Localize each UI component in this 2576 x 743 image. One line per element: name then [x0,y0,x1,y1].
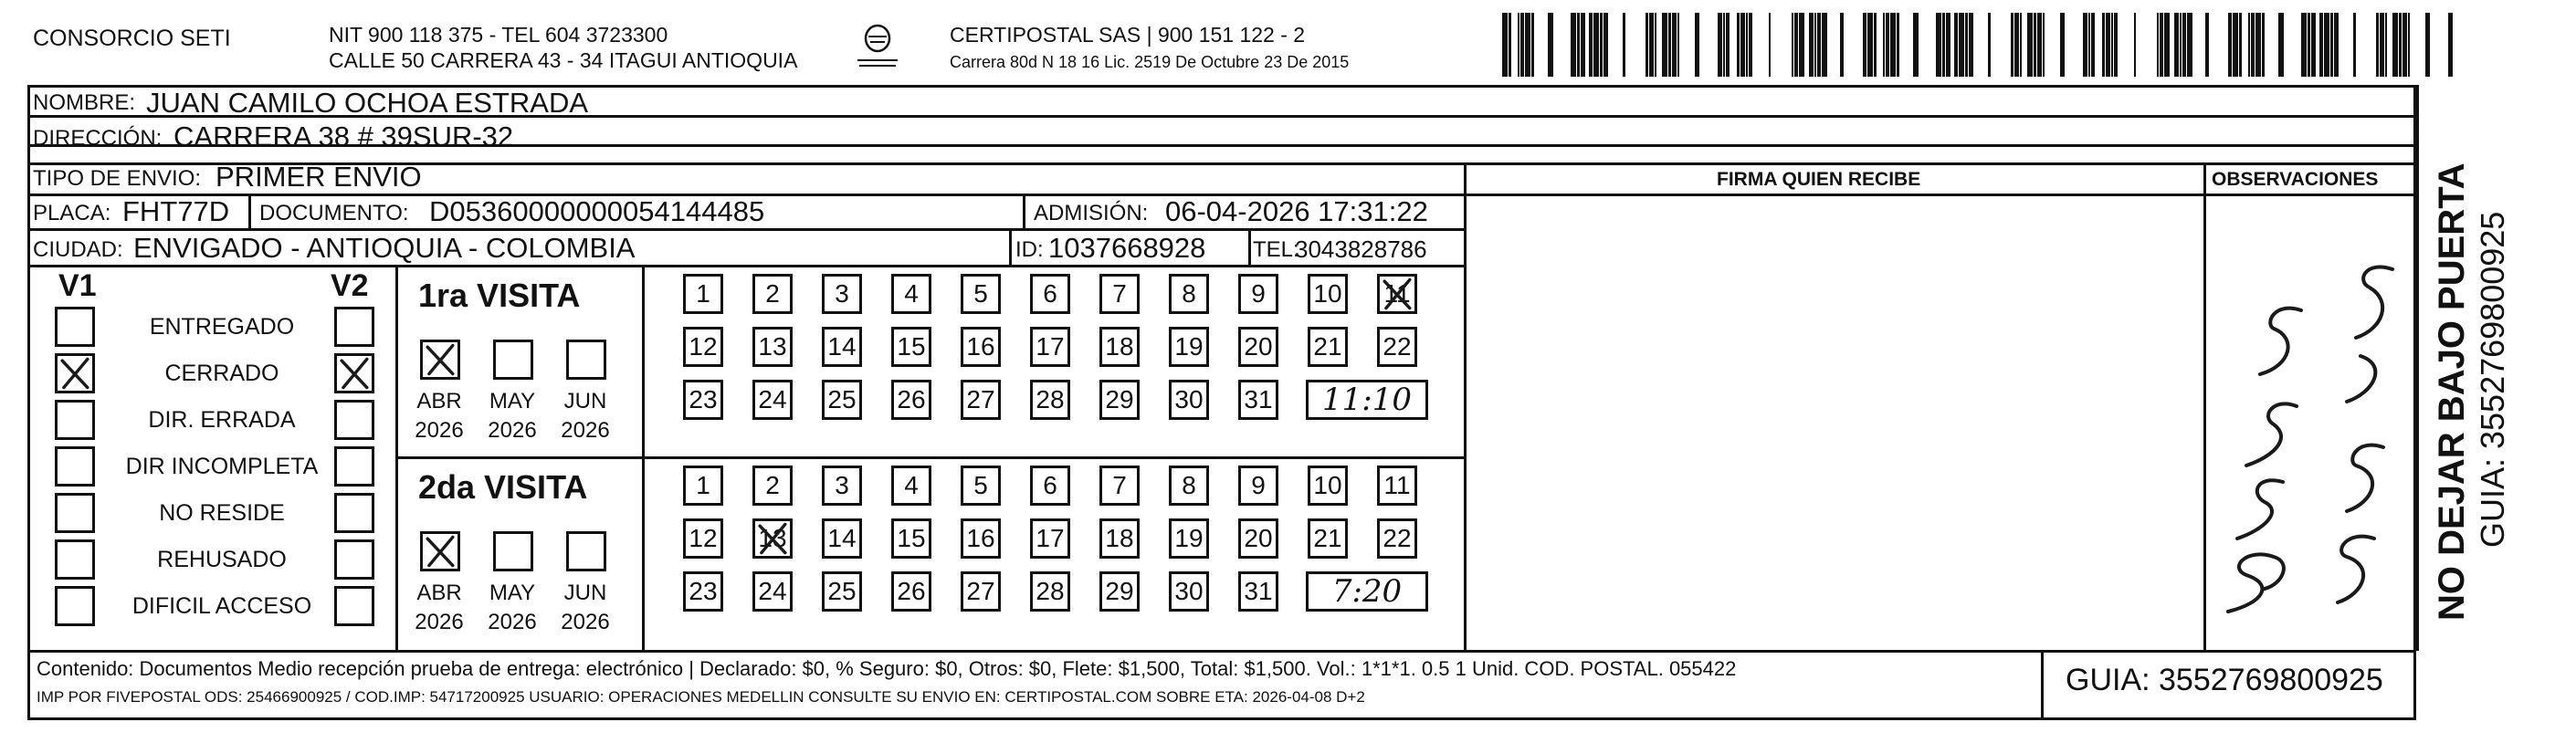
no-dejar-warning: NO DEJAR BAJO PUERTA [2432,162,2472,621]
day-15[interactable]: 15 [891,327,931,367]
day-4[interactable]: 4 [891,466,931,506]
day-21[interactable]: 21 [1308,327,1348,367]
handwritten-observation [2210,237,2411,639]
v1-checkbox[interactable] [55,400,95,440]
shipment-type: PRIMER ENVIO [216,161,422,193]
day-1[interactable]: 1 [683,274,723,314]
tel-number: 3043828786 [1295,235,1427,263]
day-7[interactable]: 7 [1099,274,1140,314]
day-17[interactable]: 17 [1030,327,1070,367]
status-label: DIR. ERRADA [148,407,296,433]
day-9[interactable]: 9 [1238,274,1278,314]
day-29[interactable]: 29 [1099,571,1140,612]
day-10[interactable]: 10 [1308,466,1348,506]
year-label: 2026 [488,418,537,443]
status-label: CERRADO [164,361,279,386]
day-25[interactable]: 25 [822,571,862,612]
name-label: NOMBRE: [33,90,136,115]
year-label: 2026 [561,418,610,443]
day-2[interactable]: 2 [752,274,793,314]
day-3[interactable]: 3 [822,466,862,506]
day-24[interactable]: 24 [752,380,793,420]
month-checkbox[interactable] [566,531,606,571]
day-20[interactable]: 20 [1238,518,1278,559]
day-27[interactable]: 27 [961,380,1001,420]
month-checkbox[interactable] [493,531,533,571]
day-26[interactable]: 26 [891,571,931,612]
day-31[interactable]: 31 [1238,380,1278,420]
day-5[interactable]: 5 [961,466,1001,506]
day-11[interactable]: 11 [1377,466,1417,506]
recipient-address: CARRERA 38 # 39SUR-32 [173,120,514,152]
second-visit-title: 2da VISITA [418,468,588,506]
day-18[interactable]: 18 [1099,327,1140,367]
day-14[interactable]: 14 [822,327,862,367]
day-7[interactable]: 7 [1099,466,1140,506]
status-label: DIR INCOMPLETA [125,454,319,479]
month-checkbox[interactable] [566,340,606,380]
day-22[interactable]: 22 [1377,518,1417,559]
v2-checkbox[interactable] [334,353,374,393]
day-24[interactable]: 24 [752,571,793,612]
v1-checkbox[interactable] [55,446,95,487]
observations-header: OBSERVACIONES [2212,169,2379,190]
barcode [1502,13,2456,77]
day-28[interactable]: 28 [1030,380,1070,420]
day-1[interactable]: 1 [683,466,723,506]
day-6[interactable]: 6 [1030,274,1070,314]
v1-checkbox[interactable] [55,586,95,626]
day-31[interactable]: 31 [1238,571,1278,612]
month-label: MAY [489,389,536,413]
document-label: DOCUMENTO: [259,201,409,225]
year-label: 2026 [415,610,464,634]
type-label: TIPO DE ENVIO: [33,166,202,191]
status-label: REHUSADO [157,547,287,572]
id-label: ID: [1015,237,1044,262]
day-9[interactable]: 9 [1238,466,1278,506]
plate-label: PLACA: [33,201,111,225]
month-label: JUN [563,581,607,605]
day-15[interactable]: 15 [891,518,931,559]
side-guia: GUIA: 3552769800925 [2474,211,2511,548]
day-21[interactable]: 21 [1308,518,1348,559]
status-label: DIFICIL ACCESO [131,593,312,619]
v1-checkbox[interactable] [55,539,95,580]
day-20[interactable]: 20 [1238,327,1278,367]
first-visit-title: 1ra VISITA [418,277,581,314]
visit-time[interactable]: 7:20 [1306,571,1428,612]
day-14[interactable]: 14 [822,518,862,559]
admission-date: 06-04-2026 17:31:22 [1165,195,1428,227]
day-17[interactable]: 17 [1030,518,1070,559]
imp-line: IMP POR FIVEPOSTAL ODS: 25466900925 / COD.IMP: 54717200925 USUARIO: OPERACIONES MEDELLIN CONSULTE SU ENVIO EN: CERTIPOSTAL.COM SOBRE ETA: 2026-04-08 D+2 [37,688,1365,706]
v1-header: V1 [58,268,97,303]
day-13[interactable]: 13 [752,327,793,367]
company-name: CONSORCIO SETI [33,26,231,51]
city-label: CIUDAD: [33,237,123,262]
month-label: JUN [563,389,607,413]
day-25[interactable]: 25 [822,380,862,420]
tel-label: TEL: [1253,237,1299,262]
v2-checkbox[interactable] [334,586,374,626]
status-label: ENTREGADO [149,314,295,340]
month-checkbox[interactable] [493,340,533,380]
v1-checkbox[interactable] [55,307,95,347]
company-address: CALLE 50 CARRERA 43 - 34 ITAGUI ANTIOQUIA [329,48,798,72]
plate-number: FHT77D [122,195,230,227]
carrier-address: Carrera 80d N 18 16 Lic. 2519 De Octubre 23 De 2015 [950,53,1350,71]
day-3[interactable]: 3 [822,274,862,314]
day-18[interactable]: 18 [1099,518,1140,559]
id-number: 1037668928 [1048,232,1206,264]
v2-checkbox[interactable] [334,493,374,533]
day-12[interactable]: 12 [683,518,723,559]
v2-checkbox[interactable] [334,446,374,487]
day-4[interactable]: 4 [891,274,931,314]
day-29[interactable]: 29 [1099,380,1140,420]
year-label: 2026 [415,418,464,443]
v2-checkbox[interactable] [334,400,374,440]
city: ENVIGADO - ANTIOQUIA - COLOMBIA [133,232,636,264]
day-10[interactable]: 10 [1308,274,1348,314]
day-2[interactable]: 2 [752,466,793,506]
month-label: ABR [416,581,462,605]
day-16[interactable]: 16 [961,327,1001,367]
month-label: MAY [489,581,536,605]
v2-checkbox[interactable] [334,539,374,580]
day-12[interactable]: 12 [683,327,723,367]
day-6[interactable]: 6 [1030,466,1070,506]
day-23[interactable]: 23 [683,571,723,612]
day-13[interactable]: 13 [752,518,793,559]
year-label: 2026 [561,610,610,634]
month-checkbox[interactable] [420,531,460,571]
day-16[interactable]: 16 [961,518,1001,559]
contents-line: Contenido: Documentos Medio recepción prueba de entrega: electrónico | Declarado: $0, % Seguro: $0, Otros: $0, Flete: $1,500, Total: $1,500. Vol.: 1*1*1. 0.5 1 Unid. COD. POSTAL. 055422 [37,657,1737,680]
recipient-name: JUAN CAMILO OCHOA ESTRADA [146,87,589,119]
day-8[interactable]: 8 [1169,466,1209,506]
document-number: D05360000000054144485 [429,195,765,227]
nit-line: NIT 900 118 375 - TEL 604 3723300 [329,23,668,47]
status-label: NO RESIDE [159,500,285,526]
carrier-line: CERTIPOSTAL SAS | 900 151 122 - 2 [950,23,1306,47]
day-19[interactable]: 19 [1169,327,1209,367]
day-11[interactable]: 11 [1377,274,1417,314]
signature-header: FIRMA QUIEN RECIBE [1717,169,1921,190]
day-28[interactable]: 28 [1030,571,1070,612]
certipostal-logo [854,20,901,73]
day-30[interactable]: 30 [1169,380,1209,420]
v1-checkbox[interactable] [55,493,95,533]
admission-label: ADMISIÓN: [1034,201,1149,225]
footer-guia: GUIA: 3552769800925 [2066,663,2383,697]
day-30[interactable]: 30 [1169,571,1209,612]
day-26[interactable]: 26 [891,380,931,420]
month-checkbox[interactable] [420,340,460,380]
address-label: DIRECCIÓN: [33,126,163,151]
day-22[interactable]: 22 [1377,327,1417,367]
day-23[interactable]: 23 [683,380,723,420]
v2-checkbox[interactable] [334,307,374,347]
v2-header: V2 [331,268,369,303]
year-label: 2026 [488,610,537,634]
day-8[interactable]: 8 [1169,274,1209,314]
visit-time[interactable]: 11:10 [1306,380,1428,420]
month-label: ABR [416,389,462,413]
v1-checkbox[interactable] [55,353,95,393]
day-19[interactable]: 19 [1169,518,1209,559]
day-5[interactable]: 5 [961,274,1001,314]
day-27[interactable]: 27 [961,571,1001,612]
